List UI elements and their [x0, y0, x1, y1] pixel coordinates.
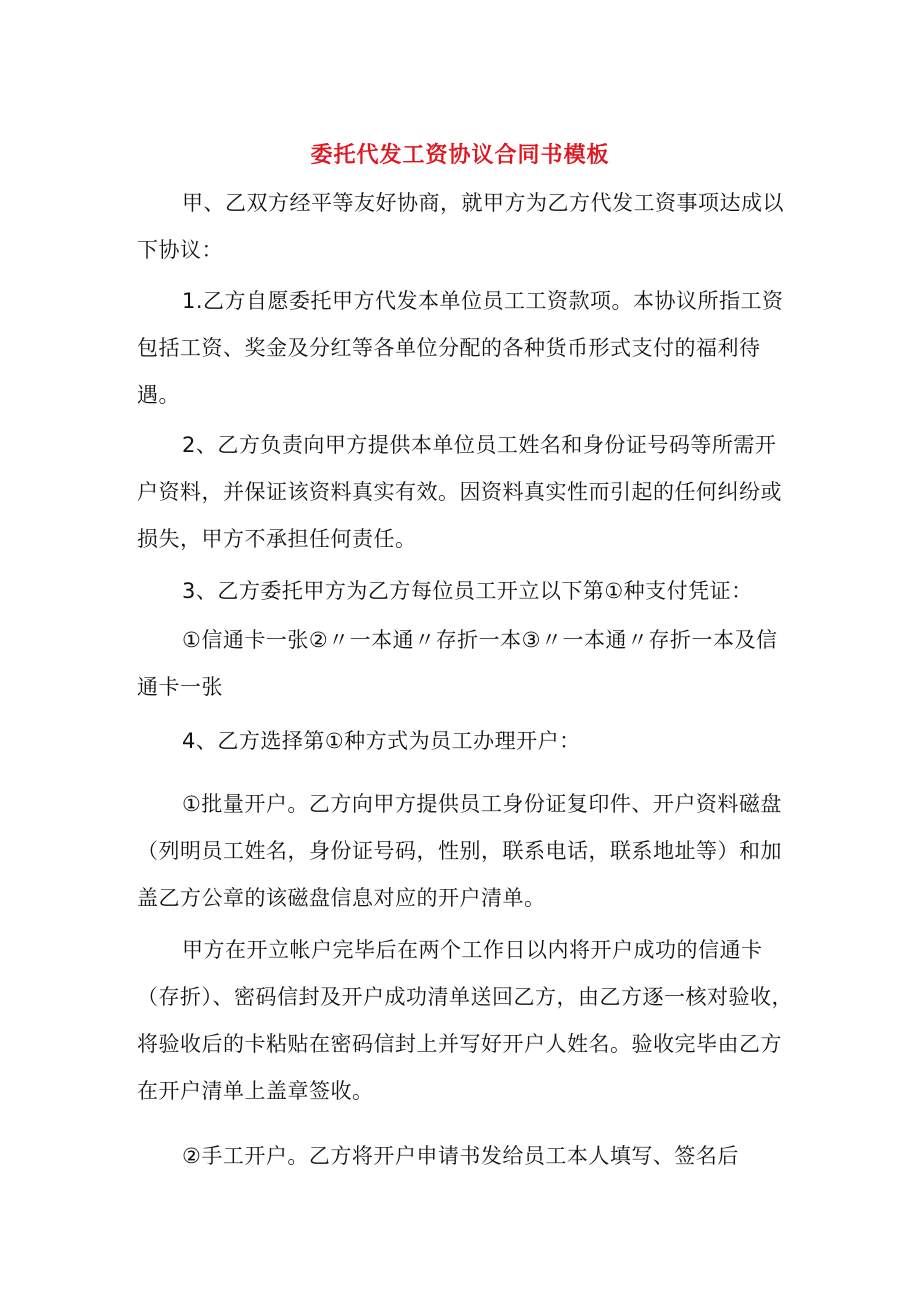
- paragraph-clause-3: 3、乙方委托甲方为乙方每位员工开立以下第①种支付凭证：: [182, 579, 753, 603]
- paragraph-intro: 甲、乙双方经平等友好协商，就甲方为乙方代发工资事项达成以下协议：: [137, 191, 784, 262]
- paragraph-clause-1: 1.乙方自愿委托甲方代发本单位员工工资款项。本协议所指工资包括工资、奖金及分红等各单位分配的各种货币形式支付的福利待遇。: [137, 289, 784, 407]
- paragraph-batch-opening: ①批量开户。乙方向甲方提供员工身份证复印件、开户资料磁盘（列明员工姓名，身份证号码，性别，联系电话，联系地址等）和加盖乙方公章的该磁盘信息对应的开户清单。: [137, 792, 782, 910]
- paragraph-clause-3-options: ①信通卡一张②〃一本通〃存折一本③〃一本通〃存折一本及信通卡一张: [137, 628, 778, 699]
- paragraph-clause-4: 4、乙方选择第①种方式为员工办理开户：: [182, 729, 581, 753]
- paragraph-batch-verification: 甲方在开立帐户完毕后在两个工作日以内将开户成功的信通卡（存折）、密码信封及开户成功清单送回乙方，由乙方逐一核对验收，将验收后的卡粘贴在密码信封上并写好开户人姓名。验收完毕由乙方在开户清单上盖章签收。: [137, 938, 793, 1103]
- document-title: 委托代发工资协议合同书模板: [310, 143, 610, 168]
- paragraph-clause-2: 2、乙方负责向甲方提供本单位员工姓名和身份证号码等所需开户资料，并保证该资料真实有效。因资料真实性而引起的任何纠纷或损失，甲方不承担任何责任。: [137, 433, 782, 551]
- paragraph-manual-opening: ②手工开户。乙方将开户申请书发给员工本人填写、签名后: [182, 1144, 739, 1168]
